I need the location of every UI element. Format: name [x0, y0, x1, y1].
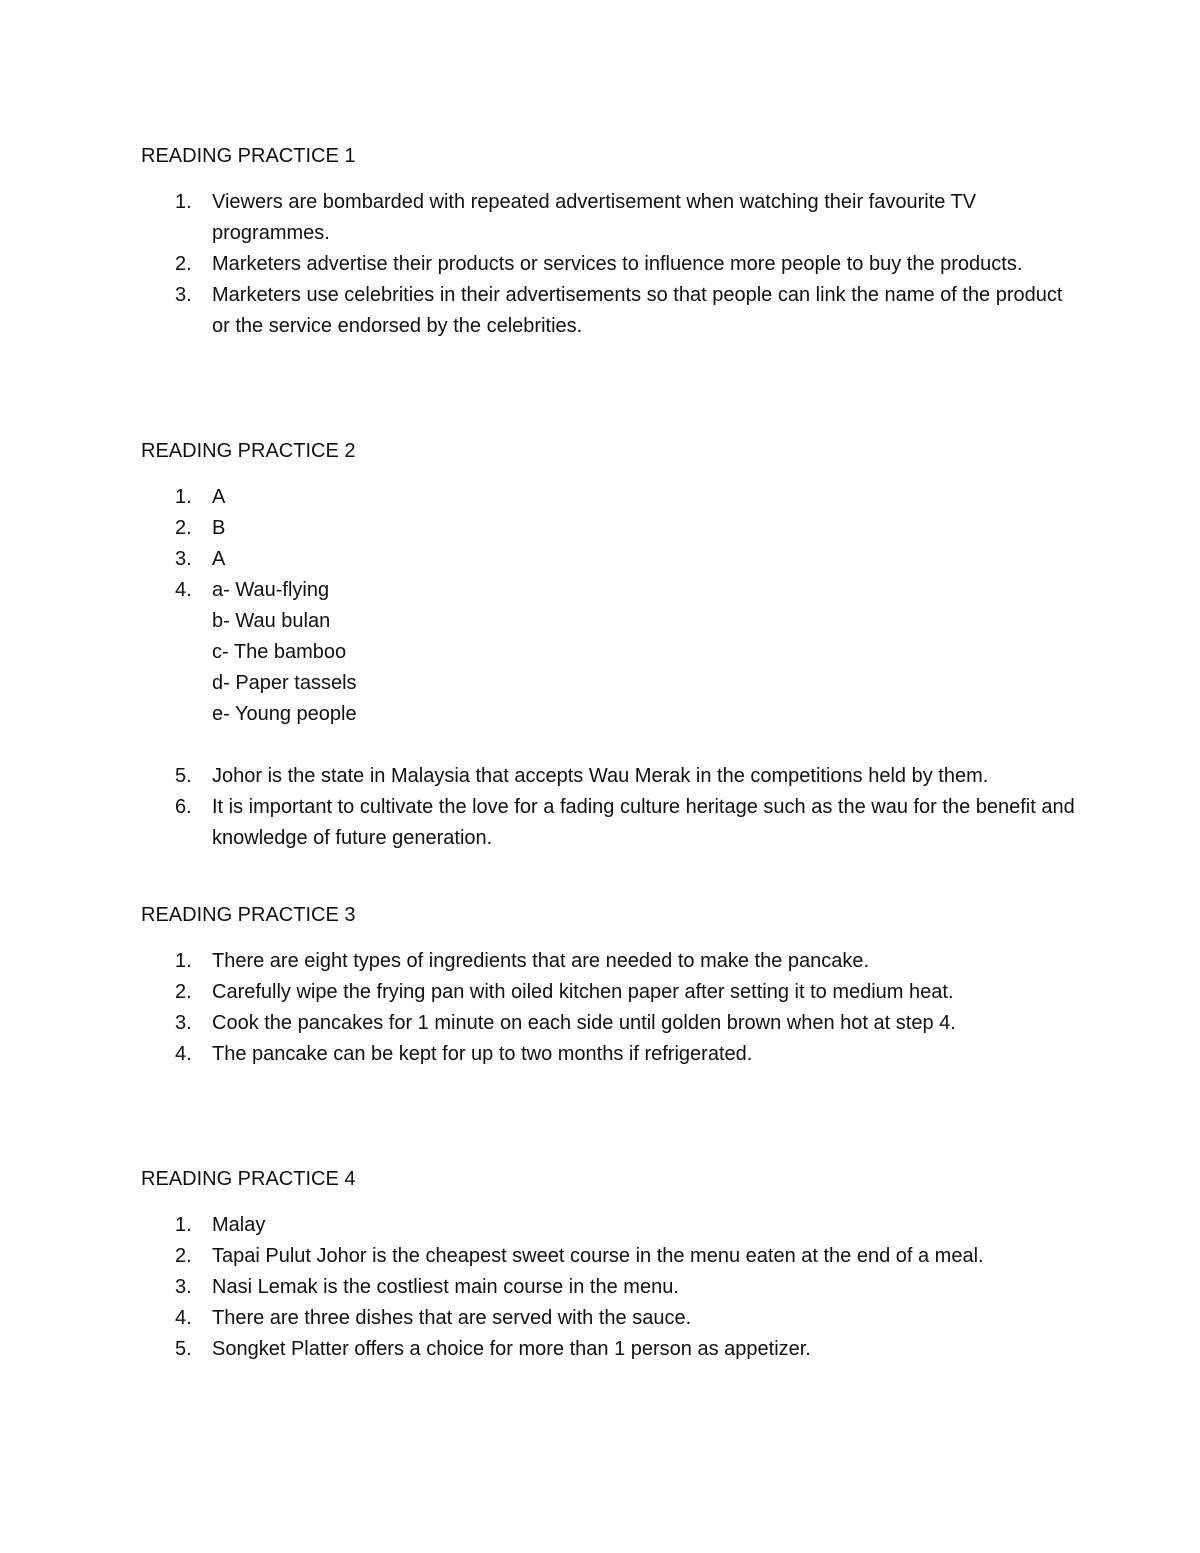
item-number: 4. — [175, 1043, 192, 1065]
section-heading: READING PRACTICE 1 — [141, 145, 356, 167]
item-number: 2. — [175, 253, 192, 275]
item-number: 5. — [175, 1338, 192, 1360]
section-heading: READING PRACTICE 4 — [141, 1168, 356, 1190]
item-number: 1. — [175, 1214, 192, 1236]
item-number: 2. — [175, 1245, 192, 1267]
list-item — [141, 1303, 1081, 1334]
item-number: 3. — [175, 284, 192, 306]
sub-answer: a- Wau-flying — [212, 579, 330, 601]
list-item — [141, 977, 1081, 1008]
answer-list — [141, 482, 1081, 854]
item-text: Nasi Lemak is the costliest main course in the menu. — [212, 1276, 679, 1298]
list-item — [141, 1272, 1081, 1303]
list-item — [141, 946, 1081, 977]
item-text: A — [212, 548, 226, 570]
list-item — [141, 1210, 1081, 1241]
item-text: Songket Platter offers a choice for more than 1 person as appetizer. — [212, 1338, 811, 1360]
sub-answer: d- Paper tassels — [212, 672, 357, 694]
section-reading-practice-1 — [141, 141, 1081, 342]
section-reading-practice-3 — [141, 900, 1081, 1070]
item-number: 3. — [175, 1012, 192, 1034]
list-item — [141, 187, 1081, 249]
list-item — [141, 792, 1081, 854]
item-number: 4. — [175, 1307, 192, 1329]
item-text: Malay — [212, 1214, 266, 1236]
item-text: There are eight types of ingredients that are needed to make the pancake. — [212, 950, 870, 972]
list-item — [141, 761, 1081, 792]
item-text: There are three dishes that are served with the sauce. — [212, 1307, 692, 1329]
item-number: 3. — [175, 548, 192, 570]
item-number: 5. — [175, 765, 192, 787]
section-reading-practice-4 — [141, 1164, 1081, 1365]
item-text: The pancake can be kept for up to two months if refrigerated. — [212, 1043, 753, 1065]
item-text: Marketers advertise their products or services to influence more people to buy the products. — [212, 253, 1023, 275]
section-heading: READING PRACTICE 3 — [141, 904, 356, 926]
item-text: Tapai Pulut Johor is the cheapest sweet course in the menu eaten at the end of a meal. — [212, 1245, 984, 1267]
section-heading: READING PRACTICE 2 — [141, 440, 356, 462]
item-number: 1. — [175, 486, 192, 508]
item-text: Carefully wipe the frying pan with oiled kitchen paper after setting it to medium heat. — [212, 981, 954, 1003]
answer-list — [141, 946, 1081, 1070]
list-item — [141, 249, 1081, 280]
list-item — [141, 1334, 1081, 1365]
list-item — [141, 544, 1081, 575]
sub-answer: e- Young people — [212, 703, 357, 725]
sub-answer: b- Wau bulan — [212, 610, 331, 632]
item-number: 2. — [175, 981, 192, 1003]
item-text: Marketers use celebrities in their advertisements so that people can link the name of the product or the service endorsed by the celebrities. — [212, 284, 1063, 337]
answer-list — [141, 1210, 1081, 1365]
list-item — [141, 1241, 1081, 1272]
item-number: 1. — [175, 950, 192, 972]
section-reading-practice-2 — [141, 436, 1081, 854]
item-number: 1. — [175, 191, 192, 213]
item-text: B — [212, 517, 226, 539]
item-number: 2. — [175, 517, 192, 539]
answer-list — [141, 187, 1081, 342]
item-text: It is important to cultivate the love for a fading culture heritage such as the wau for the benefit and knowledge of future generation. — [212, 796, 1075, 849]
sub-answer: c- The bamboo — [212, 641, 347, 663]
list-item — [141, 1039, 1081, 1070]
item-text: Johor is the state in Malaysia that accepts Wau Merak in the competitions held by them. — [212, 765, 989, 787]
item-text: A — [212, 486, 226, 508]
item-text: Viewers are bombarded with repeated advertisement when watching their favourite TV programmes. — [212, 191, 977, 244]
item-number: 6. — [175, 796, 192, 818]
item-text: Cook the pancakes for 1 minute on each side until golden brown when hot at step 4. — [212, 1012, 956, 1034]
item-number: 3. — [175, 1276, 192, 1298]
list-item — [141, 482, 1081, 513]
list-item — [141, 280, 1081, 342]
list-item — [141, 1008, 1081, 1039]
list-item — [141, 513, 1081, 544]
list-item — [141, 575, 1081, 730]
item-number: 4. — [175, 579, 192, 601]
